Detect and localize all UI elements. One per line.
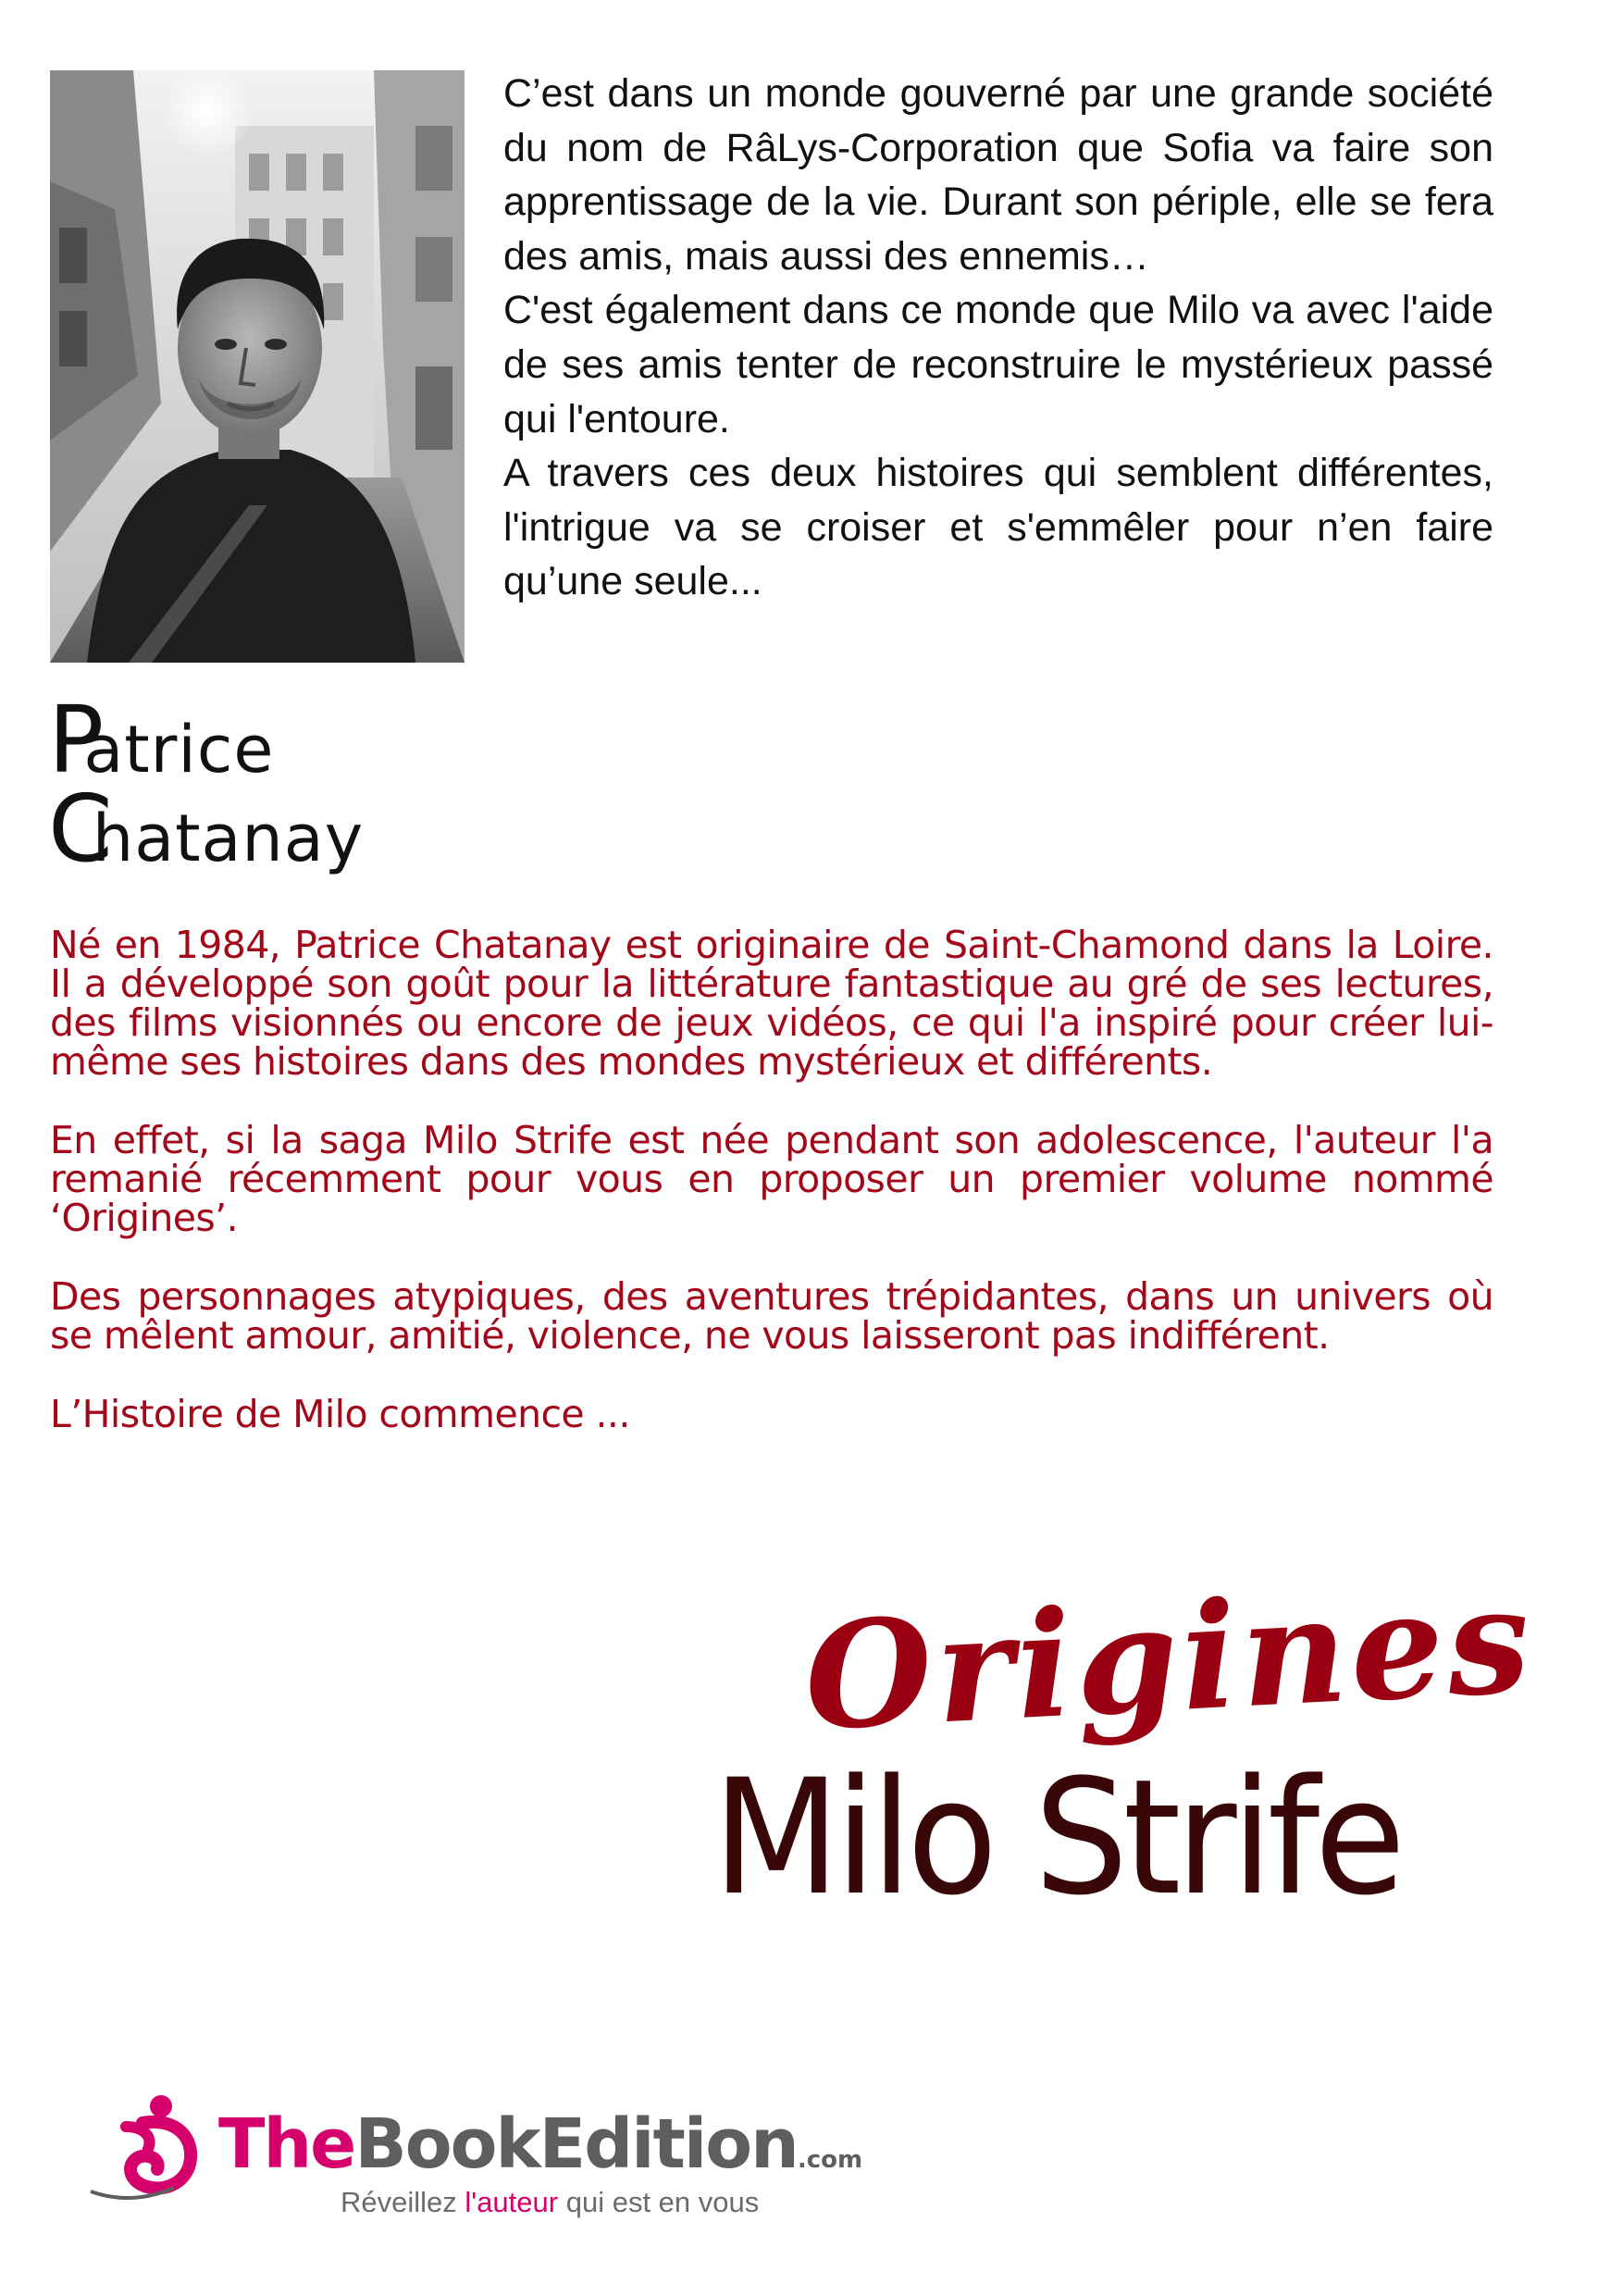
tagline-after: qui est en vous xyxy=(558,2186,760,2218)
author-biography xyxy=(50,925,1493,1473)
publisher-tagline xyxy=(341,2186,759,2219)
author-last-name xyxy=(48,775,365,883)
synopsis-paragraph: C'est également dans ce monde que Milo va avec l'aide de ses amis tenter de reconstruire le mystérieux passé qui l'entoure. xyxy=(503,288,1493,441)
book-series-title: Milo Strife xyxy=(712,1744,1401,1930)
author-photo xyxy=(50,70,465,663)
author-name xyxy=(48,686,365,883)
tagline-accent: l'auteur xyxy=(465,2186,559,2218)
publisher-name-bookedition: BookEdition xyxy=(354,2104,798,2184)
tagline-before: Réveillez xyxy=(341,2186,465,2218)
author-first-initial: P xyxy=(48,686,105,794)
author-photo-illustration xyxy=(50,70,465,663)
publisher-logo xyxy=(89,2093,863,2232)
publisher-person-icon xyxy=(89,2093,209,2204)
bio-paragraph: En effet, si la saga Milo Strife est née pendant son adolescence, l'auteur l'a remanié récemment pour vous en proposer un premier volume nommé ‘Origines’. xyxy=(50,1118,1493,1240)
book-title xyxy=(712,1554,1538,1971)
author-last-initial: C xyxy=(48,775,113,883)
author-first-rest: atrice xyxy=(83,712,275,788)
synopsis xyxy=(503,67,1493,609)
bio-paragraph: L’Histoire de Milo commence ... xyxy=(50,1392,630,1436)
publisher-name xyxy=(218,2104,863,2184)
synopsis-paragraph: C’est dans un monde gouverné par une grande société du nom de RâLys-Corporation que Sofia va faire son apprentissage de la vie. Durant son périple, elle se fera des amis, mais aussi des ennemis… xyxy=(503,71,1493,279)
publisher-name-the: The xyxy=(218,2104,355,2184)
bio-paragraph: Né en 1984, Patrice Chatanay est originaire de Saint-Chamond dans la Loire. Il a développé son goût pour la littérature fantastique au gré de ses lectures, des films visionnés ou encore de jeux vidéos, ce qui l'a inspiré pour créer lui-même ses histoires dans des mondes mystérieux et différents. xyxy=(50,923,1493,1084)
synopsis-paragraph: A travers ces deux histoires qui semblent différentes, l'intrigue va se croiser et s'emmêler pour n’en faire qu’une seule... xyxy=(503,451,1493,604)
book-subtitle: Origines xyxy=(800,1554,1538,1764)
author-first-name xyxy=(48,686,364,794)
bio-paragraph: Des personnages atypiques, des aventures trépidantes, dans un univers où se mêlent amour, amitié, violence, ne vous laisseront pas indifférent. xyxy=(50,1274,1493,1358)
author-last-rest: hatanay xyxy=(92,800,365,876)
publisher-domain: .com xyxy=(797,2146,863,2174)
